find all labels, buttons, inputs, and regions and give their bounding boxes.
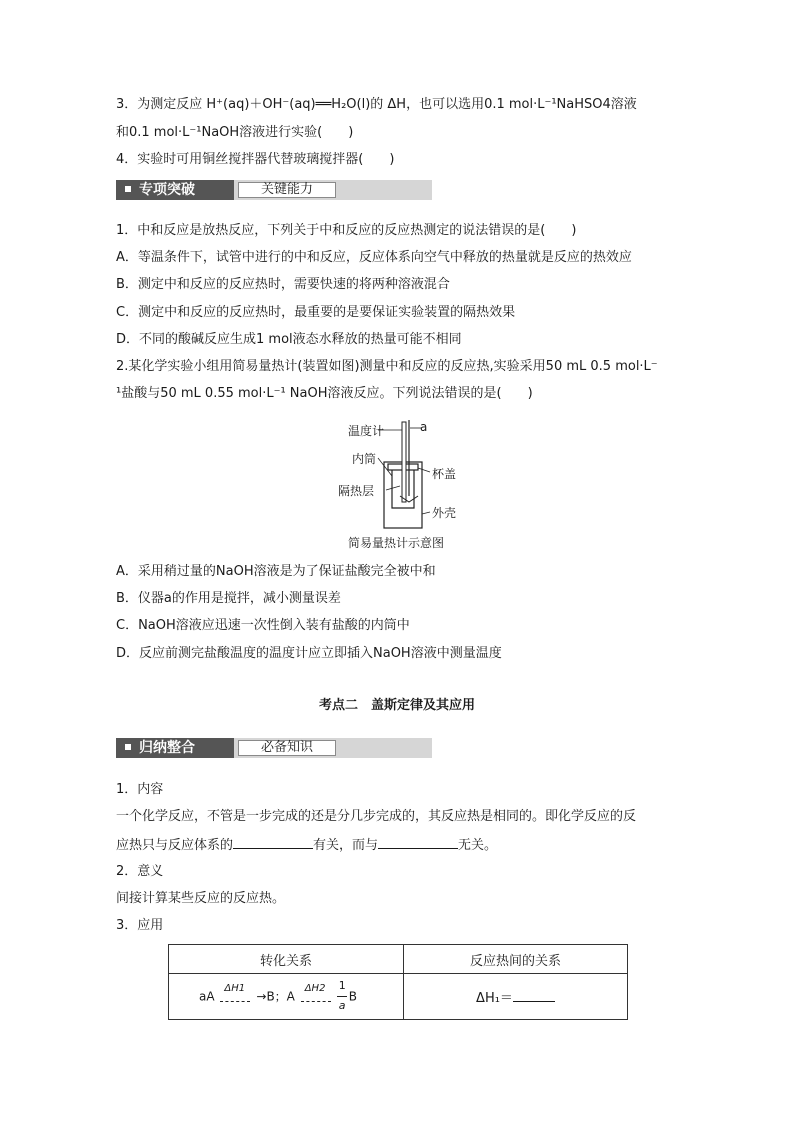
- table-header-relation: 反应热间的关系: [404, 945, 628, 974]
- fraction-numerator: 1: [338, 978, 346, 992]
- content-para-line1: 一个化学反应，不管是一步完成的还是分几步完成的，其反应热是相同的。即化学反应的反: [116, 809, 637, 824]
- fraction-1-over-a: [337, 979, 349, 1015]
- fraction-bar: [337, 996, 347, 997]
- practice1-option-c: C．测定中和反应的反应热时，最重要的是要保证实验装置的隔热效果: [116, 305, 516, 320]
- table-header-transform: 转化关系: [169, 945, 404, 974]
- practice2-option-d: D．反应前测完盐酸温度的温度计应立即插入NaOH溶液中测量温度: [116, 646, 502, 661]
- label-shell: 外壳: [432, 506, 457, 520]
- reactant-aA: aA: [199, 989, 215, 1003]
- relation-blank[interactable]: [513, 988, 555, 1002]
- calorimeter-diagram: [330, 416, 470, 556]
- relation-text: ΔH₁＝: [476, 991, 513, 1006]
- practice2-stem-line1: 2.某化学实验小组用简易量热计(装置如图)测量中和反应的反应热,实验采用50 mL 0.5 mol·L⁻: [116, 359, 658, 374]
- banner-dark-label: 归纳整合: [139, 740, 195, 756]
- fill-blank-1[interactable]: [233, 835, 313, 849]
- square-bullet-icon: [125, 744, 131, 750]
- practice2-option-a: A．采用稍过量的NaOH溶液是为了保证盐酸完全被中和: [116, 564, 436, 579]
- relation-cell: [404, 974, 628, 1020]
- heading-content: 1．内容: [116, 782, 164, 797]
- arrow-2: [299, 983, 337, 1011]
- section-banner-summary: [116, 738, 432, 758]
- label-inner-cup: 内筒: [352, 452, 377, 466]
- fraction-denominator: a: [338, 998, 346, 1012]
- banner-dark-tab: [116, 738, 234, 758]
- para-text-a: 应热只与反应体系的: [116, 838, 234, 853]
- q3-line1: 3．为测定反应 H⁺(aq)＋OH⁻(aq)══H₂O(l)的 ΔH，也可以选用0.1 mol·L⁻¹NaHSO4溶液: [116, 97, 637, 112]
- arrow-2-line: [301, 1001, 331, 1002]
- table-row: [169, 974, 628, 1020]
- label-thermometer: 温度计: [348, 424, 385, 438]
- thermometer-shape: [402, 422, 406, 502]
- banner-white-label: 必备知识: [238, 740, 336, 756]
- para-text-b: 有关，而与: [313, 838, 379, 853]
- banner-dark-tab: [116, 180, 234, 200]
- arrow-2-label: ΔH2: [304, 982, 326, 994]
- fill-blank-2[interactable]: [378, 835, 458, 849]
- section-title: 考点二 盖斯定律及其应用: [318, 698, 475, 713]
- practice1-option-a: A．等温条件下，试管中进行的中和反应，反应体系向空气中释放的热量就是反应的热效应: [116, 250, 632, 265]
- arrow-1-label: ΔH1: [224, 982, 246, 994]
- banner-dark-label: 专项突破: [139, 182, 195, 198]
- practice1-option-d: D．不同的酸碱反应生成1 mol液态水释放的热量可能不相同: [116, 332, 462, 347]
- practice2-stem-line2: ¹盐酸与50 mL 0.55 mol·L⁻¹ NaOH溶液反应。下列说法错误的是( ): [116, 386, 533, 401]
- banner-white-label: 关键能力: [238, 182, 336, 198]
- label-insulation: 隔热层: [338, 484, 375, 498]
- relation-table: [168, 944, 628, 1020]
- para-text-c: 无关。: [458, 838, 498, 853]
- arrow-1-line: [220, 1001, 250, 1002]
- q4-line: 4．实验时可用铜丝搅拌器代替玻璃搅拌器( ): [116, 152, 395, 167]
- practice1-stem: 1．中和反应是放热反应，下列关于中和反应的反应热测定的说法错误的是( ): [116, 223, 577, 238]
- content-para-line2: [116, 835, 497, 855]
- practice1-option-b: B．测定中和反应的反应热时，需要快速的将两种溶液混合: [116, 277, 450, 292]
- heading-meaning: 2．意义: [116, 864, 164, 879]
- heading-application: 3．应用: [116, 918, 164, 933]
- square-bullet-icon: [125, 186, 131, 192]
- section-banner-special: [116, 180, 432, 200]
- practice2-option-b: B．仪器a的作用是搅拌，减小测量误差: [116, 591, 341, 606]
- product-B-text: →B；A: [256, 989, 295, 1003]
- product-B: B: [348, 989, 357, 1003]
- label-a: a: [420, 420, 428, 434]
- table-header-row: [169, 945, 628, 974]
- arrow-1: [218, 983, 256, 1011]
- figure-caption: 简易量热计示意图: [348, 536, 445, 550]
- practice2-option-c: C．NaOH溶液应迅速一次性倒入装有盐酸的内筒中: [116, 618, 410, 633]
- label-lid: 杯盖: [432, 467, 457, 481]
- q3-line2: 和0.1 mol·L⁻¹NaOH溶液进行实验( ): [116, 125, 354, 140]
- meaning-para: 间接计算某些反应的反应热。: [116, 891, 286, 906]
- transform-cell: [169, 974, 404, 1020]
